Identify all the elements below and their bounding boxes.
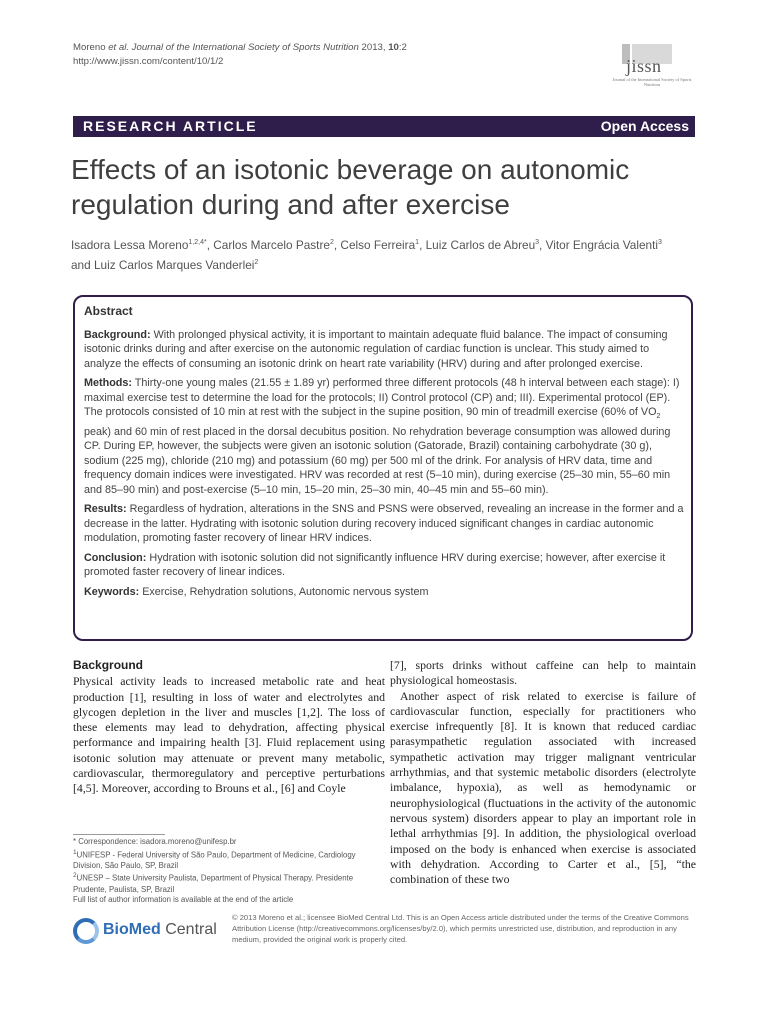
biomed-central-logo-icon — [73, 918, 99, 944]
citation-url[interactable]: http://www.jissn.com/content/10/1/2 — [73, 56, 224, 67]
abstract-methods: Methods: Thirty-one young males (21.55 ± 1.89 yr) performed three different protocols (48 h interval between each stage): I) maximal exercise test to determine the load for the protocols; II) Control protocol (CP) and; III). Experimental protocol (EP). The protocols consisted of 10 min at rest with the subject in the supine position, 90 min of treadmill exercise (60% of $VO_2$ peak) and 60 min of rest placed in the dorsal decubitus position. No rehydration beverage consumption was allowed during CP. During EP, however, the subjects were given an isotonic solution (Gatorade, Brazil) containing carbohydrate (30 g), sodium (225 mg), chloride (210 mg) and potassium (60 mg) per 500 ml of the drink. For analysis of HRV data, time and frequency domain indices were investigated. HRV was recorded at rest (5–10 min), during exercise (25–30 min, 55–60 min and 85–90 min) and post-exercise (5–10 min, 15–20 min, 25–30 min, 40–45 min and 55–60 min). — [84, 377, 680, 496]
affiliation-1: $^1$UNIFESP - Federal University of São Paulo, Department of Medicine, Cardiology Division, São Paulo, SP, Brazil — [73, 848, 356, 870]
logo-word: jissn — [626, 56, 662, 76]
article-type-banner — [73, 116, 695, 137]
abstract-content — [84, 304, 684, 604]
author-name[interactable]: Luiz Carlos Marques Vanderlei — [93, 257, 255, 272]
body-paragraph: [7], sports drinks without caffeine can help to maintain physiological homeostasis. — [390, 658, 696, 688]
correspondence-note: * Correspondence: isadora.moreno@unifesp.br — [73, 837, 237, 846]
abstract-background: Background: With prolonged physical activity, it is important to maintain adequate fluid balance. The impact of consuming isotonic drinks during and after exercise on the autonomic regulation of cardiac function is unclear. This study aimed to analyze the effects of consuming an isotonic drink on heart rate variability (HRV) during and after prolonged exercise. — [84, 328, 668, 370]
author-name[interactable]: Isadora Lessa Moreno — [71, 237, 189, 252]
author-info-note: Full list of author information is available at the end of the article — [73, 895, 294, 905]
biomed-central-logo: BioMed Central — [73, 916, 223, 950]
author-name[interactable]: Celso Ferreira — [340, 237, 416, 252]
author-name[interactable]: Vitor Engrácia Valenti — [545, 237, 658, 252]
abstract-heading: Abstract — [84, 304, 133, 318]
open-access-label: Open Access — [600, 118, 689, 134]
abstract-results: Results: Regardless of hydration, alterations in the SNS and PSNS were observed, revealing an increase in the former and a decrease in the latter. Hydrating with isotonic solution during recovery induced significant changes in cardiac autonomic modulation, promoting faster recovery of linear HRV indices. — [84, 503, 684, 545]
body-paragraph: Another aspect of risk related to exercise is failure of cardiovascular function, especially for practitioners who exercise infrequently [8]. It is known that reduced cardiac parasympathetic regulation associated with increased sympathetic activation may trigger malignant ventricular arrhythmias, and that systemic metabolic disorders (electrolyte imbalance, hypoxia), as well as hemodynamic or neurophysiological (fluctuations in the activity of the autonomic nervous system) disorders appear to play an important role in lethal arrhythmias [9]. In addition, the physiological overload imposed on the body is enhanced when exercise is associated with dehydration. According to Carter et al., [5], “the combination of these two — [390, 688, 696, 887]
footnotes — [73, 837, 373, 906]
author-name[interactable]: Luiz Carlos de Abreu — [425, 237, 536, 252]
article-type-label: RESEARCH ARTICLE — [83, 118, 258, 134]
citation-line: Moreno et al. Journal of the International Society of Sports Nutrition 2013, 10:2 — [73, 42, 407, 53]
footnote-divider — [73, 834, 165, 835]
body-column-right — [390, 658, 696, 887]
publisher-name: BioMed — [103, 921, 161, 938]
abstract-conclusion: Conclusion: Hydration with isotonic solution did not significantly influence HRV during exercise; however, after exercise it promoted faster recovery of linear indices. — [84, 551, 666, 579]
section-heading-background: Background — [73, 658, 144, 672]
abstract-box — [73, 295, 693, 641]
license-statement: © 2013 Moreno et al.; licensee BioMed Central Ltd. This is an Open Access article distributed under the terms of the Creative Commons Attribution License (http://creativecommons.org/licenses/by/2.0), which permits unrestricted use, distribution, and reproduction in any medium, provided the original work is properly cited. — [232, 913, 689, 944]
author-name[interactable]: Carlos Marcelo Pastre — [213, 237, 330, 252]
jissn-logo — [606, 44, 698, 94]
author-list: Isadora Lessa Moreno$^{1,2,4*}$, Carlos Marcelo Pastre$^2$, Celso Ferreira$^1$, Luiz Carlos de Abreu$^3$, Vitor Engrácia Valenti$^3$ and Luiz Carlos Marques Vanderlei$^2$ — [71, 237, 662, 272]
body-paragraph: Physical activity leads to increased metabolic rate and heat production [1], resulting in loss of water and electrolytes and glycogen depletion in the liver and muscles [1,2]. The loss of these elements may lead to dehydration, affecting physical performance and impairing health [3]. Fluid replacement using isotonic solution may attenuate or prevent many metabolic, cardiovascular, thermoregulatory and perceptive perturbations [4,5]. Moreover, according to Brouns et al., [6] and Coyle — [73, 674, 385, 796]
abstract-keywords: Keywords: Exercise, Rehydration solutions, Autonomic nervous system — [84, 585, 429, 598]
article-title: Effects of an isotonic beverage on autonomic regulation during and after exercise — [71, 154, 630, 220]
journal-citation — [73, 41, 407, 69]
affiliation-2: $^2$UNESP – State University Paulista, Department of Physical Therapy. Presidente Prudente, Paulista, SP, Brazil — [73, 872, 354, 894]
body-column-left — [73, 658, 385, 797]
logo-tagline: Journal of the International Society of Sports Nutrition — [612, 77, 692, 87]
